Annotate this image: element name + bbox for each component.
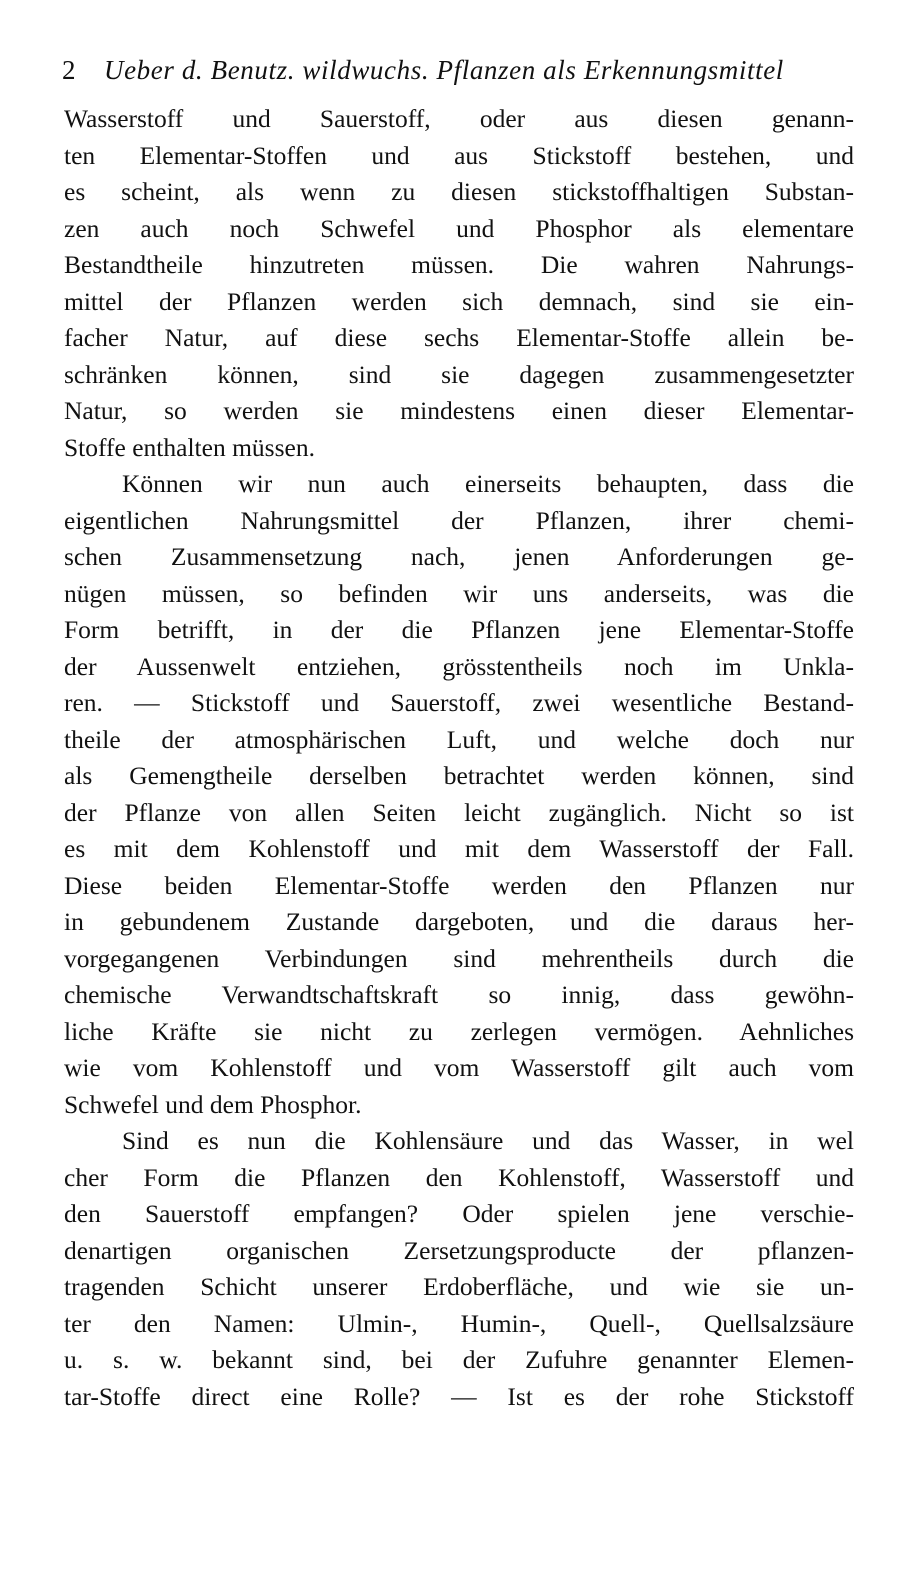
page-header [62,50,852,90]
text-line: ren. — Stickstoff und Sauerstoff, zwei wesentliche Bestand- [64,688,854,717]
text-line: Bestandtheile hinzutreten müssen. Die wahren Nahrungs- [64,250,854,279]
text-line: schränken können, sind sie dagegen zusammengesetzter [64,359,854,389]
text-line: Form betrifft, in der die Pflanzen jene Elementar-Stoffe [64,615,854,644]
text-line: liche Kräfte sie nicht zu zerlegen vermögen. Aehnliches [64,1016,854,1046]
text-line: es mit dem Kohlenstoff und mit dem Wasserstoff der Fall. [64,834,854,863]
text-line: mittel der Pflanzen werden sich demnach, sind sie ein- [64,286,854,316]
text-line: vorgegangenen Verbindungen sind mehrentheils durch die [64,943,854,973]
text-line: Wasserstoff und Sauerstoff, oder aus diesen genann- [64,104,854,133]
text-line: der Pflanze von allen Seiten leicht zugänglich. Nicht so ist [64,797,854,827]
text-line: u. s. w. bekannt sind, bei der Zufuhre genannter Elemen- [64,1345,854,1374]
text-line: Stoffe enthalten müssen. [64,432,315,462]
text-line: zen auch noch Schwefel und Phosphor als elementare [64,213,854,243]
text-line: facher Natur, auf diese sechs Elementar-Stoffe allein be- [64,323,854,352]
text-line: nügen müssen, so befinden wir uns anderseits, was die [64,578,854,608]
text-line: ter den Namen: Ulmin-, Humin-, Quell-, Quellsalzsäure [64,1308,854,1338]
text-line: den Sauerstoff empfangen? Oder spielen jene verschie- [64,1199,854,1228]
text-line: eigentlichen Nahrungsmittel der Pflanzen, ihrer chemi- [64,505,854,535]
text-line: denartigen organischen Zersetzungsproducte der pflanzen- [64,1235,854,1265]
text-line: theile der atmosphärischen Luft, und welche doch nur [64,724,854,754]
running-head: Ueber d. Benutz. wildwuchs. Pflanzen als Erkennungsmittel [104,55,784,85]
text-line: ten Elementar-Stoffen und aus Stickstoff bestehen, und [64,140,854,170]
body-text [64,101,854,1415]
page-number: 2 [62,55,76,85]
text-line: der Aussenwelt entziehen, grösstentheils noch im Unkla- [64,651,854,681]
text-line: Diese beiden Elementar-Stoffe werden den Pflanzen nur [64,870,854,900]
text-line: schen Zusammensetzung nach, jenen Anforderungen ge- [64,542,854,571]
text-line: cher Form die Pflanzen den Kohlenstoff, Wasserstoff und [64,1162,854,1192]
text-line: chemische Verwandtschaftskraft so innig, dass gewöhn- [64,980,854,1009]
text-line: Schwefel und dem Phosphor. [64,1089,362,1119]
text-line: tragenden Schicht unserer Erdoberfläche, und wie sie un- [64,1272,854,1301]
text-line: als Gemengtheile derselben betrachtet werden können, sind [64,761,854,790]
text-line: es scheint, als wenn zu diesen stickstoffhaltigen Substan- [64,177,854,206]
text-line: tar-Stoffe direct eine Rolle? — Ist es der rohe Stickstoff [64,1381,854,1411]
text-line: in gebundenem Zustande dargeboten, und die daraus her- [64,907,854,936]
text-line: Natur, so werden sie mindestens einen dieser Elementar- [64,396,854,425]
text-line: wie vom Kohlenstoff und vom Wasserstoff gilt auch vom [64,1053,854,1082]
text-line: Sind es nun die Kohlensäure und das Wasser, in wel [122,1126,854,1155]
text-line: Können wir nun auch einerseits behaupten, dass die [122,469,854,498]
